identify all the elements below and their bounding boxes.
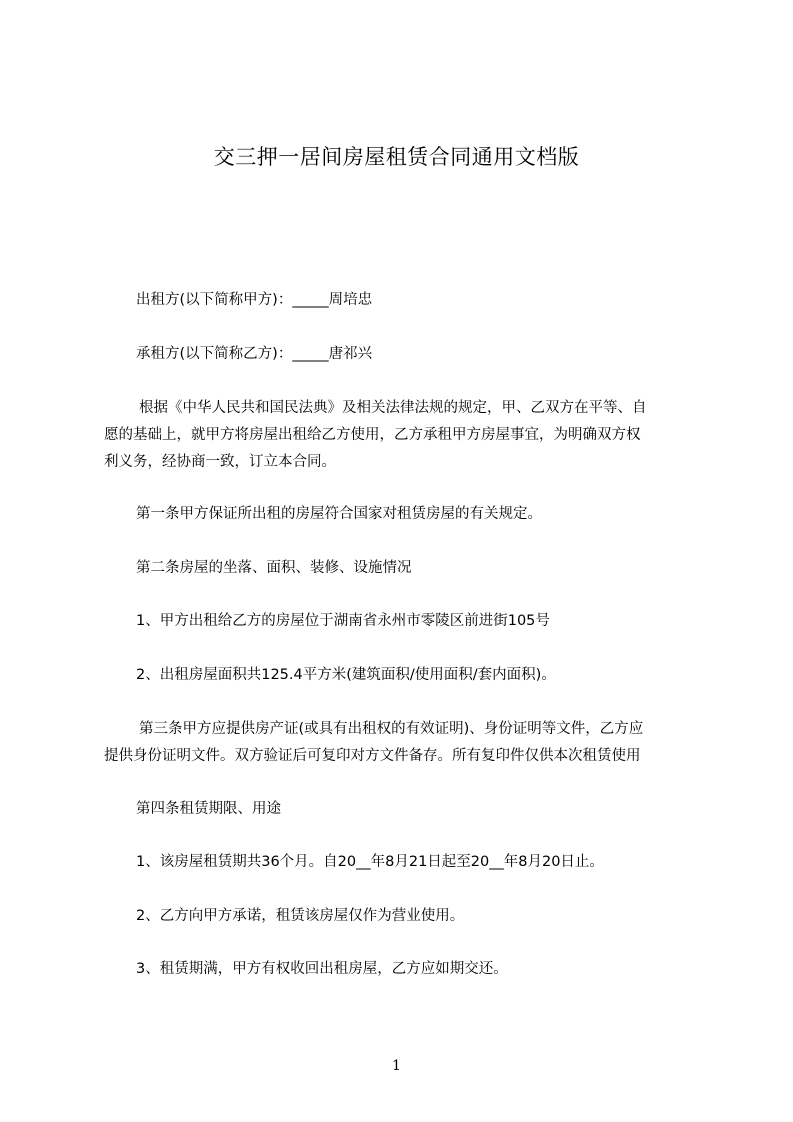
page-number: 1 (392, 1058, 401, 1074)
article-2-item-2: 2、出租房屋面积共125.4平方米(建筑面积/使用面积/套内面积)。 (136, 667, 556, 683)
article-1: 第一条甲方保证所出租的房屋符合国家对租赁房屋的有关规定。 (136, 506, 542, 522)
preamble-line-1: 根据《中华人民共和国民法典》及相关法律法规的规定，甲、乙双方在平等、自 (139, 400, 647, 416)
document-title: 交三押一居间房屋租赁合同通用文档版 (213, 145, 580, 169)
article-2-item-1: 1、甲方出租给乙方的房屋位于湖南省永州市零陵区前进街105号 (136, 613, 550, 629)
article-4-item-1: 1、该房屋租赁期共36个月。自20__年8月21日起至20__年8月20日止。 (136, 854, 604, 870)
preamble-line-3: 利义务，经协商一致，订立本合同。 (104, 454, 336, 470)
article-2-heading: 第二条房屋的坐落、面积、装修、设施情况 (136, 560, 412, 576)
article-4-item-2: 2、乙方向甲方承诺，租赁该房屋仅作为营业使用。 (136, 908, 465, 924)
lessor-line: 出租方(以下简称甲方)：_____周培忠 (136, 292, 373, 308)
article-4-heading: 第四条租赁期限、用途 (136, 801, 281, 817)
preamble-line-2: 愿的基础上，就甲方将房屋出租给乙方使用，乙方承租甲方房屋事宜，为明确双方权 (104, 427, 641, 443)
preamble-paragraph (104, 395, 704, 476)
article-3-line-1: 第三条甲方应提供房产证(或具有出租权的有效证明)、身份证明等文件，乙方应 (139, 721, 644, 737)
article-3-line-2: 提供身份证明文件。双方验证后可复印对方文件备存。所有复印件仅供本次租赁使用 (104, 748, 641, 764)
article-4-item-3: 3、租赁期满，甲方有权收回出租房屋，乙方应如期交还。 (136, 961, 508, 977)
lessee-line: 承租方(以下简称乙方)：_____唐祁兴 (136, 346, 373, 362)
article-3-paragraph (104, 716, 704, 770)
